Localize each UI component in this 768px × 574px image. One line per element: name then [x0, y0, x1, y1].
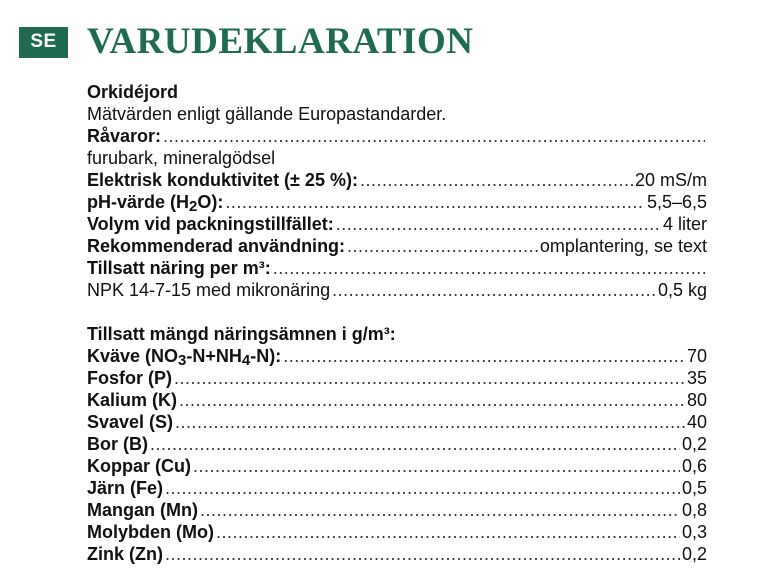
nutrient-row — [87, 367, 707, 389]
nutrient-label: Järn (Fe) — [87, 478, 164, 498]
dot-leader — [283, 345, 685, 367]
npk-row — [87, 279, 707, 301]
dot-leader — [200, 499, 680, 521]
nutrient-row — [87, 433, 707, 455]
property-row — [87, 235, 707, 257]
product-description: Mätvärden enligt gällande Europastandarder. — [87, 104, 447, 124]
dot-leader — [273, 257, 705, 279]
ravaror-row — [87, 125, 707, 147]
property-value: omplantering, se text — [539, 236, 707, 256]
nutrient-label: Zink (Zn) — [87, 544, 163, 564]
nutrient-label: Kväve $(NO_3-N+NH_4-N)$: — [87, 346, 282, 369]
nutrient-label: Mangan (Mn) — [87, 500, 198, 520]
npk-value: 0,5 kg — [657, 280, 707, 300]
nutrient-row — [87, 345, 707, 367]
dot-leader — [360, 169, 633, 191]
declaration-content — [87, 81, 707, 565]
product-name: Orkidéjord — [87, 82, 179, 102]
dot-leader — [193, 455, 680, 477]
nutrient-value: 40 — [686, 412, 707, 432]
nutrient-value: 0,5 — [681, 478, 707, 498]
nutrient-row — [87, 477, 707, 499]
ravaror-value: furubark, mineralgödsel — [87, 148, 276, 168]
nutrient-label: Bor (B) — [87, 434, 148, 454]
dot-leader — [332, 279, 656, 301]
tillsatt-naring-label: Tillsatt näring per m³: — [87, 258, 271, 278]
property-label: pH-värde $(H_2O)$: — [87, 192, 224, 215]
header — [19, 22, 473, 62]
nutrient-list — [87, 367, 707, 565]
nutrient-row — [87, 499, 707, 521]
dot-leader — [165, 543, 680, 565]
tillsatt-naring-row — [87, 257, 707, 279]
nutrient-label: Kalium (K) — [87, 390, 177, 410]
nutrient-label: Koppar (Cu) — [87, 456, 191, 476]
nutrient-label: Fosfor (P) — [87, 368, 172, 388]
nutrient-value: 70 — [686, 346, 707, 366]
property-value: 4 liter — [662, 214, 707, 234]
nutrient-row — [87, 411, 707, 433]
dot-leader — [216, 521, 680, 543]
property-row — [87, 191, 707, 213]
nutrient-value: 0,8 — [681, 500, 707, 520]
dot-leader — [336, 213, 661, 235]
nutrient-label: Molybden (Mo) — [87, 522, 214, 542]
section-spacer — [87, 301, 707, 323]
property-row — [87, 169, 707, 191]
ravaror-label: Råvaror: — [87, 126, 162, 146]
property-value: 20 mS/m — [634, 170, 707, 190]
dot-leader — [175, 411, 685, 433]
npk-label: NPK 14-7-15 med mikronäring — [87, 280, 331, 300]
nutrient-row — [87, 455, 707, 477]
dot-leader — [150, 433, 680, 455]
property-value: 5,5–6,5 — [646, 192, 707, 212]
nutrients-heading: Tillsatt mängd näringsämnen i g/m³: — [87, 324, 396, 344]
property-label: Volym vid packningstillfället: — [87, 214, 334, 234]
property-label: Rekommenderad användning: — [87, 236, 346, 256]
nutrient-value: 0,2 — [681, 544, 707, 564]
nutrient-row — [87, 543, 707, 565]
dot-leader — [165, 477, 680, 499]
nutrient-value: 35 — [686, 368, 707, 388]
dot-leader — [174, 367, 685, 389]
nutrient-row — [87, 389, 707, 411]
nutrient-value: 0,2 — [681, 434, 707, 454]
nutrient-row — [87, 521, 707, 543]
property-row — [87, 213, 707, 235]
page-title: VARUDEKLARATION — [87, 21, 474, 62]
nutrient-value: 0,3 — [681, 522, 707, 542]
property-label: Elektrisk konduktivitet (± 25 %): — [87, 170, 358, 190]
dot-leader — [225, 191, 645, 213]
dot-leader — [347, 235, 538, 257]
dot-leader — [163, 125, 705, 147]
nutrient-value: 0,6 — [681, 456, 707, 476]
dot-leader — [179, 389, 685, 411]
language-badge: SE — [19, 27, 68, 58]
nutrient-value: 80 — [686, 390, 707, 410]
nutrient-label: Svavel (S) — [87, 412, 174, 432]
